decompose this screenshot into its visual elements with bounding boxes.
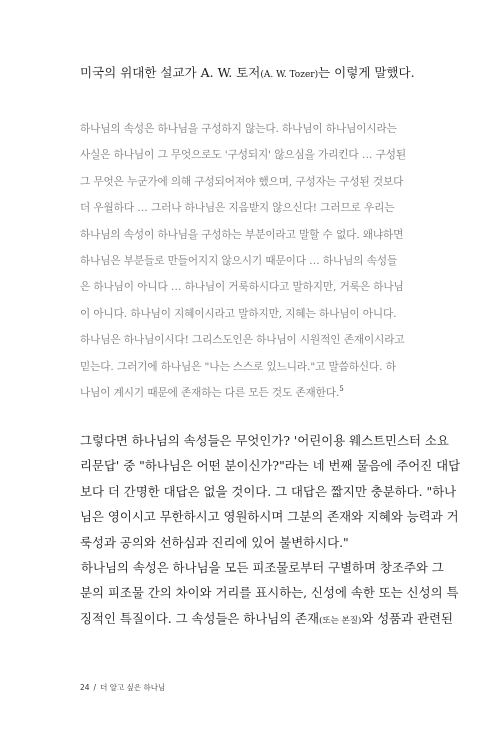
quote-line: 하나님의 속성이 하나님을 구성하는 부분이라고 말할 수 없다. 왜냐하면 (80, 228, 404, 241)
intro-sentence (80, 63, 440, 85)
body-line: 룩성과 공의와 선하심과 진리에 있어 불변하시다." (80, 534, 349, 550)
body-text (80, 428, 461, 634)
page-number: 24 (80, 683, 90, 692)
running-title: 더 알고 싶은 하나님 (100, 683, 166, 692)
quote-line: 하나님의 속성은 하나님을 구성하지 않는다. 하나님이 하나님이시라는 (80, 123, 397, 135)
footer-separator: / (93, 683, 97, 692)
body-line: 그렇다면 하나님의 속성들은 무엇인가? '어린이용 웨스트민스터 소요 (80, 433, 449, 448)
quote-line-text: 나님이 계시기 때문에 존재하는 다른 모든 것도 존재한다. (80, 387, 340, 400)
quote-line: 이 아니다. 하나님이 지혜이시라고 말하지만, 지혜는 하나님이 아니다. (80, 307, 397, 320)
quote-line: 사실은 하나님이 그 무엇으로도 '구성되지' 않으심을 가리킨다 … 구성된 (80, 149, 406, 162)
intro-text: 미국의 위대한 설교가 A. W. 토저 (80, 65, 261, 80)
quote-line: 하나님은 하나님이시다! 그리스도인은 하나님이 시원적인 존재이시라고 (80, 334, 405, 347)
body-line-text: 징적인 특질이다. 그 속성들은 하나님의 존재 (80, 610, 320, 626)
block-quote (80, 116, 428, 406)
footnote-marker: 5 (339, 385, 344, 394)
body-line: 리문답' 중 "하나님은 어떤 분이신가?"라는 네 번째 물음에 주어진 대답 (80, 458, 461, 474)
body-line: 분의 피조물 간의 차이와 거리를 표시하는, 신성에 속한 또는 신성의 특 (80, 585, 459, 601)
body-aside: (또는 본질) (319, 615, 362, 626)
body-line: 보다 더 간명한 대답은 없을 것이다. 그 대답은 짧지만 충분하다. "하나 (80, 483, 457, 499)
intro-name-english: (A. W. Tozer) (260, 70, 319, 80)
body-line-last (80, 606, 453, 634)
intro-text-end: 는 이렇게 말했다. (318, 65, 415, 80)
quote-line: 믿는다. 그러기에 하나님은 "나는 스스로 있느니라."고 말씀하신다. 하 (80, 360, 396, 373)
body-line: 님은 영이시고 무한하시고 영원하시며 그분의 존재와 지혜와 능력과 거 (80, 509, 459, 525)
quote-line: 은 하나님이 아니다 … 하나님이 거룩하시다고 말하지만, 거룩은 하나님 (80, 281, 404, 294)
quote-line: 하나님은 부분들로 만들어지지 않으시기 때문이다 … 하나님의 속성들 (80, 255, 398, 268)
body-line: 하나님의 속성은 하나님을 모든 피조물로부터 구별하며 창조주와 그 (81, 560, 444, 576)
quote-line-last (80, 380, 428, 406)
body-line-end: 와 성품과 관련된 (361, 610, 453, 626)
page-footer (80, 682, 165, 693)
quote-line: 그 무엇은 누군가에 의해 구성되어져야 했으며, 구성자는 구성된 것보다 (80, 175, 404, 188)
quote-line: 더 우월하다 … 그러나 하나님은 지음받지 않으신다! 그러므로 우리는 (80, 202, 395, 215)
